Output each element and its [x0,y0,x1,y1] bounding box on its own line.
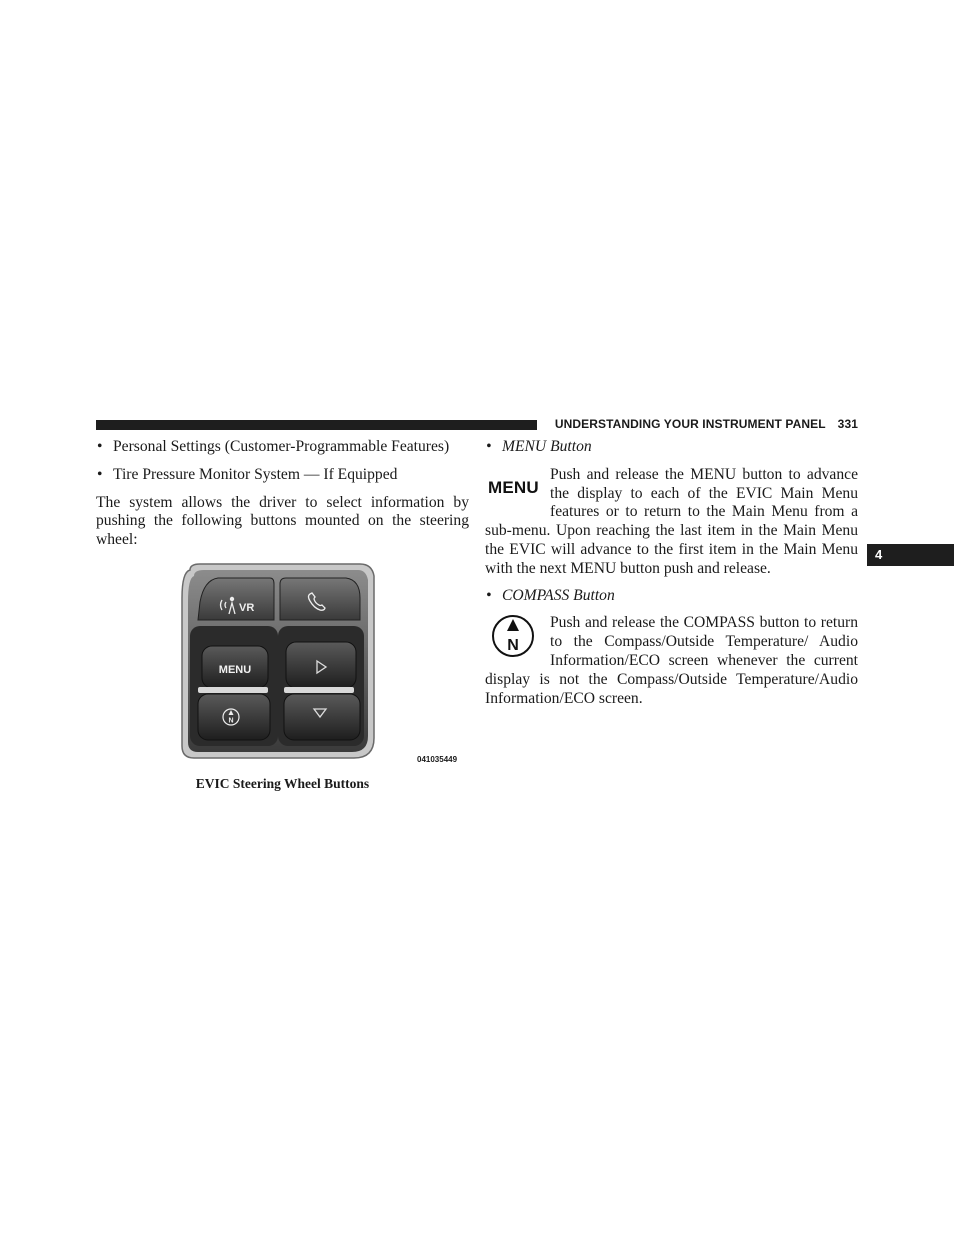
running-header [546,417,858,433]
bullet-item: • Personal Settings (Customer-Programmable Features) [96,438,469,457]
bullet-item: • Tire Pressure Monitor System — If Equipped [96,466,469,485]
compass-n-label: N [228,717,234,725]
left-column [96,438,469,550]
intro-paragraph: The system allows the driver to select information by pushing the following buttons mounted on the steering wheel: [96,493,469,549]
page-number: 331 [837,417,858,431]
header-rule [96,420,537,430]
menu-button-description: Push and release the MENU button to advance the display to each of the EVIC Main Menu features or to return to the Main Menu from a sub-menu. Upon reaching the last item in the Main Menu the EVIC will advance to the first item in the Main Menu with the next MENU button push and release. [485,465,858,577]
right-column [485,438,858,708]
menu-label: MENU [218,664,252,676]
compass-button-section [485,614,858,708]
menu-button-heading: • MENU Button [485,438,858,457]
compass-icon [485,614,545,670]
compass-button-heading: • COMPASS Button [485,587,858,606]
vr-label: VR [239,602,255,614]
steering-buttons-illustration [160,558,468,768]
evic-buttons-figure [160,558,468,768]
figure-code: 041035449 [417,755,458,764]
menu-icon [485,466,545,522]
chapter-tab: 4 [867,544,954,566]
compass-button-description: Push and release the COMPASS button to return to the Compass/Outside Temperature/ Audio Information/ECO screen whenever the current display is not the Compass/Outside Temperature/Audio Information/ECO screen. [485,614,858,707]
compass-icon-letter: N [507,637,519,655]
menu-icon-text: MENU [488,477,539,497]
section-title: UNDERSTANDING YOUR INSTRUMENT PANEL [554,417,826,431]
figure-caption: EVIC Steering Wheel Buttons [195,776,370,791]
menu-button-section [485,466,858,579]
